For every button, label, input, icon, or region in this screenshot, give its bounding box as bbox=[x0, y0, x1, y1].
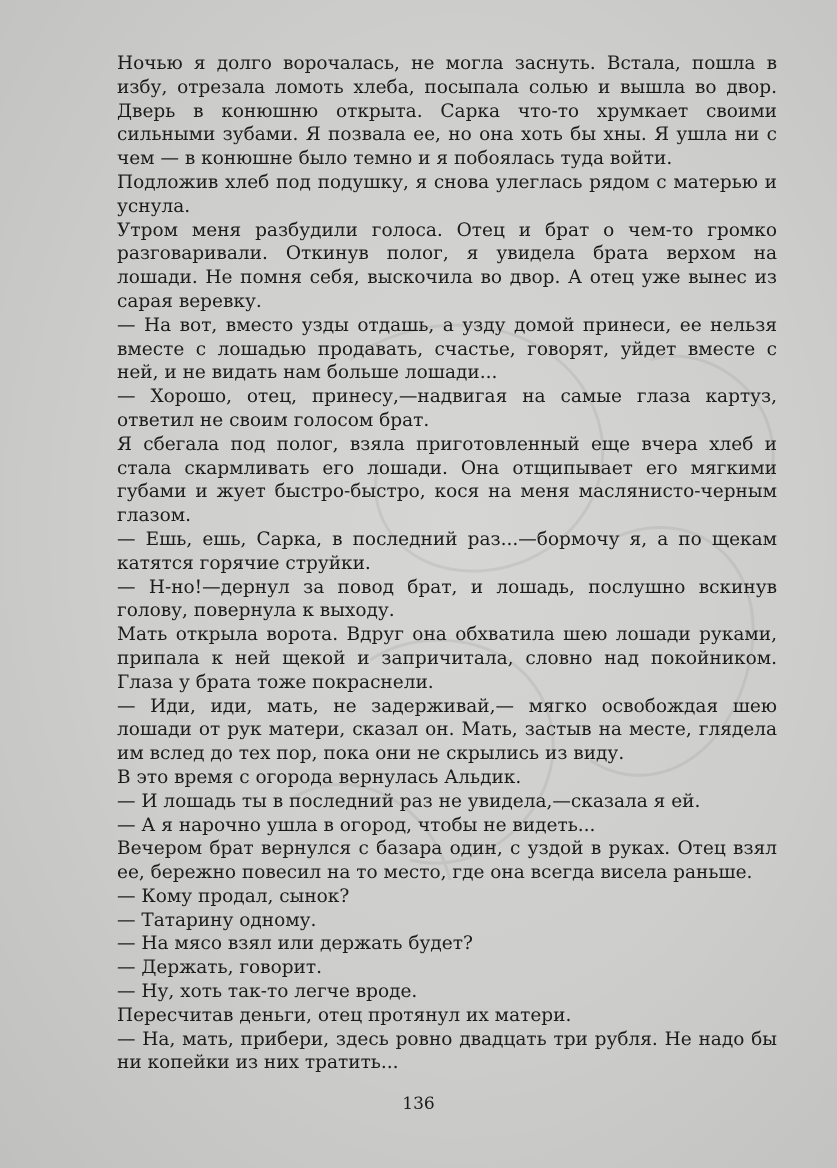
paragraph: — Ешь, ешь, Сарка, в последний раз...—бормочу я, а по щекам катятся горячие струйки. bbox=[117, 528, 777, 574]
paragraph: Мать открыла ворота. Вдруг она обхватила шею лошади руками, припала к ней щекой и запричитала, словно над покойником. Глаза у брата тоже покраснели. bbox=[117, 624, 777, 693]
paragraph: — Ну, хоть так-то легче вроде. bbox=[117, 981, 418, 1003]
paragraph: — На, мать, прибери, здесь ровно двадцать три рубля. Не надо бы ни копейки из них тратить... bbox=[117, 1028, 777, 1074]
paragraph: — Хорошо, отец, принесу,—надвигая на самые глаза картуз, ответил не своим голосом брат. bbox=[117, 386, 777, 431]
paragraph: — Иди, иди, мать, не задерживай,— мягко освобождая шею лошади от рук матери, сказал он. Мать, застыв на месте, глядела им вслед до тех пор, пока они не скрылись из виду. bbox=[117, 695, 777, 765]
paragraph: — Татарину одному. bbox=[117, 909, 317, 931]
paragraph: Утром меня разбудили голоса. Отец и брат о чем-то громко разговаривали. Откинув полог, я увидела брата верхом на лошади. Не помня себя, выскочила во двор. А отец уже вынес из сарая веревку. bbox=[117, 219, 777, 312]
paragraph: Пересчитав деньги, отец протянул их матери. bbox=[117, 1004, 572, 1026]
paragraph: — Н-но!—дернул за повод брат, и лошадь, послушно вскинув голову, повернула к выходу. bbox=[117, 576, 777, 622]
paragraph: — А я нарочно ушла в огород, чтобы не видеть... bbox=[117, 814, 596, 836]
paragraph: — На вот, вместо узды отдашь, а узду домой принеси, ее нельзя вместе с лошадью продавать, счастье, говорят, уйдет вместе с ней, и не видать нам больше лошади... bbox=[117, 314, 777, 384]
paragraph: В это время с огорода вернулась Альдик. bbox=[117, 766, 522, 788]
text-body bbox=[117, 52, 777, 1075]
paragraph: — И лошадь ты в последний раз не увидела,—сказала я ей. bbox=[117, 790, 701, 812]
paragraph: Вечером брат вернулся с базара один, с уздой в руках. Отец взял ее, бережно повесил на то место, где она всегда висела раньше. bbox=[117, 838, 777, 884]
paragraph: — Держать, говорит. bbox=[117, 957, 322, 979]
page-number: 136 bbox=[402, 1094, 435, 1114]
paragraph: Ночью я долго ворочалась, не могла заснуть. Встала, пошла в избу, отрезала ломоть хлеба, посыпала солью и вышла во двор. Дверь в конюшню открыта. Сарка что-то хрумкает своими сильными зубами. Я позвала ее, но она хоть бы хны. Я ушла ни с чем — в конюшне было темно и я побоялась туда войти. bbox=[117, 53, 777, 170]
paragraph: Подложив хлеб под подушку, я снова улеглась рядом с матерью и уснула. bbox=[117, 171, 777, 217]
paragraph: — На мясо взял или держать будет? bbox=[117, 933, 473, 955]
paragraph: Я сбегала под полог, взяла приготовленный еще вчера хлеб и стала скармливать его лошади. Она отщипывает его мягкими губами и жует быстро-быстро, кося на меня маслянисто-черным глазом. bbox=[117, 433, 777, 527]
paragraph: — Кому продал, сынок? bbox=[117, 885, 350, 907]
